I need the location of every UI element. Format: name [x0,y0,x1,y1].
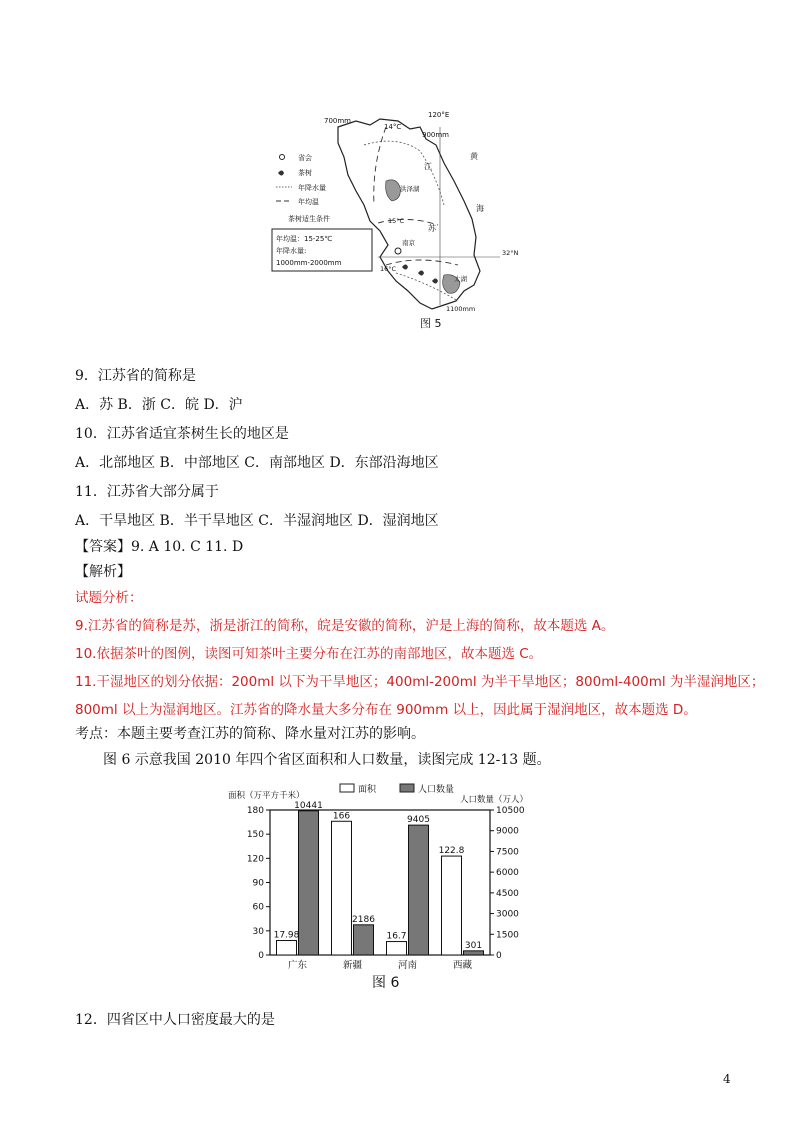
bar-area [442,856,462,955]
bar-population [464,951,484,955]
legend-capital: 省会 [298,154,312,162]
y-right-tick-label: 6000 [496,868,519,879]
nanjing-label: 南京 [402,239,415,247]
y-right-tick-label: 0 [496,951,502,961]
y-right-tick-label: 9000 [496,826,519,837]
y-right-tick-label: 4500 [496,888,519,899]
x-category-label: 西藏 [452,960,473,971]
y-left-tick-label: 60 [252,902,264,913]
analysis-11-b: 800ml 以上为湿润地区。江苏省的降水量大多分布在 900mm 以上，因此属于湿润地区，故本题选 D。 [75,702,697,718]
question-11-options: A．干旱地区 B．半干旱地区 C．半湿润地区 D．湿润地区 [75,513,439,529]
y-left-tick-label: 90 [252,878,264,889]
x-category-label: 广东 [287,960,308,971]
y-right-tick-label: 3000 [496,909,519,920]
lake-label-taihu: 太湖 [454,275,467,283]
question-11: 11．江苏省大部分属于 [75,484,219,500]
figure-5-caption: 图 5 [420,317,442,330]
label-hai: 海 [476,204,484,213]
tea-conditions-rain-value: 1000mm-2000mm [276,259,342,267]
label-su: 苏 [428,224,436,233]
y-left-tick-label: 0 [258,951,264,961]
capital-icon [280,155,285,160]
tea-marker [402,265,408,270]
y-right-tick-label: 7500 [496,847,519,858]
legend-area-swatch [340,784,354,792]
bar-area [277,941,297,955]
y-axis-right-title: 人口数量（万人） [460,795,529,805]
bar-population [354,925,374,955]
page-number: 4 [723,1072,731,1086]
analysis-9: 9.江苏省的简称是苏，浙是浙江的简称，皖是安徽的简称，沪是上海的简称，故本题选 A。 [75,618,615,634]
isohyet-label-700: 700mm [324,117,351,125]
lake-label-hongze: 洪泽湖 [400,185,420,193]
label-jiang: 江 [424,162,432,171]
analysis-11-a: 11.干湿地区的划分依据：200ml 以下为干旱地区；400ml-200ml 为半干旱地区；800ml-400ml 为半湿润地区； [75,674,765,690]
isotherm-label-14: 14°C [384,123,402,131]
x-category-label: 河南 [397,960,418,971]
longitude-label: 120°E [428,111,450,119]
kaodian-line: 考点：本题主要考查江苏的简称、降水量对江苏的影响。 [75,726,425,742]
x-category-label: 新疆 [342,960,363,971]
y-left-tick-label: 150 [246,830,264,841]
y-left-tick-label: 120 [246,854,264,865]
isotherm-label-16: 16°C [380,265,397,273]
label-huang: 黄 [470,152,478,161]
jiangsu-map-figure [268,105,518,335]
nanjing-marker [395,248,401,254]
tea-conditions-title: 茶树适生条件 [288,215,330,223]
tea-marker [432,279,438,284]
latitude-label: 32°N [502,249,518,257]
question-9-options: A．苏 B．浙 C．皖 D．沪 [75,397,243,413]
legend-pop-swatch [400,784,414,792]
bar-population [299,811,319,955]
question-12: 12．四省区中人口密度最大的是 [75,1012,275,1028]
figure-6-intro: 图 6 示意我国 2010 年四个省区面积和人口数量，读图完成 12-13 题。 [103,752,551,768]
hongze-lake [386,180,401,201]
chart-bars [277,811,484,955]
bar-area [387,942,407,955]
tea-marker [418,271,424,276]
figure-6-caption: 图 6 [372,975,400,991]
province-bar-chart [222,780,552,995]
y-left-tick-label: 30 [252,926,264,937]
isohyet-label-900: 900mm [422,131,449,139]
bar-area [332,821,352,955]
analysis-heading: 【解析】 [75,564,131,580]
y-axis-left-title: 面积（万平方千米） [228,791,305,801]
bar-area-value: 16.7 [386,931,407,942]
bar-population-value: 10441 [294,800,323,811]
tea-conditions-rain-label: 年降水量: [276,247,307,255]
answer-line: 【答案】9. A 10. C 11. D [75,539,244,555]
question-10-options: A．北部地区 B．中部地区 C．南部地区 D．东部沿海地区 [75,455,439,471]
legend-area-label: 面积 [358,785,377,795]
legend-pop-label: 人口数量 [418,785,455,795]
y-right-tick-label: 1500 [496,930,519,941]
legend-tea: 茶树 [298,169,312,177]
question-9: 9．江苏省的简称是 [75,368,196,384]
legend-temp: 年均温 [298,198,319,206]
analysis-intro: 试题分析： [75,590,143,606]
isotherm-line-16 [386,260,458,265]
isohyet-label-1100: 1100mm [446,305,476,313]
legend-rain: 年降水量 [298,184,326,192]
bar-area-value: 122.8 [438,846,465,857]
question-10: 10．江苏省适宜茶树生长的地区是 [75,426,289,442]
bar-population-value: 301 [464,940,483,951]
isotherm-label-15: 15°C [388,217,405,225]
isotherm-line [374,127,386,205]
analysis-10: 10.依据茶叶的图例，读图可知茶叶主要分布在江苏的南部地区，故本题选 C。 [75,646,543,662]
y-left-tick-label: 180 [246,806,264,816]
tea-icon [278,171,284,176]
bar-population [409,825,429,955]
bar-area-value: 166 [332,811,351,822]
bar-population-value: 2186 [352,914,375,925]
bar-area-value: 17.98 [273,930,300,941]
y-right-tick-label: 10500 [496,806,525,816]
isohyet-line [364,141,444,205]
bar-population-value: 9405 [407,815,430,826]
tea-conditions-temp: 年均温：15-25℃ [276,235,333,243]
